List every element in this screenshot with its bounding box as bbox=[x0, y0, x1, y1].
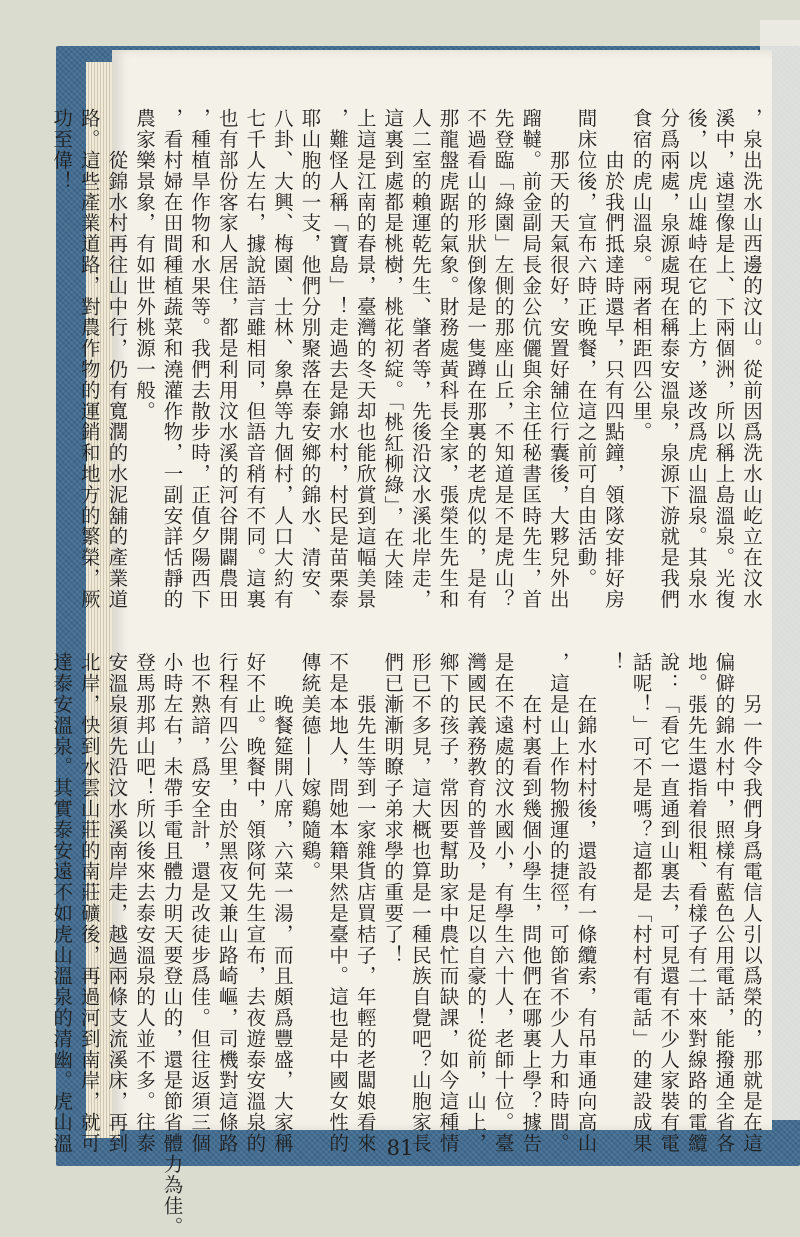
lower-text-block: 另一件令我們身爲電信人引以爲榮的，那就是在這 偏僻的錦水村中，照樣有藍色公用電話，能撥通全省各 地。張先生還指着很粗、看樣子有二十來對線路的電纜 說：「看它一直通到山裏去，可見還有不少人家裝有電 話呢！」可不是嗎？這都是「村村有電話」的建設成果 ！ 在錦水村村後，還設有一條纜索，有吊車通向高山 ，這是山上作物搬運的捷徑，可節省不少人力和時間。 在村裏看到幾個小學生，問他們在哪裏上學？據告 是在不遠處的汶水國小，有學生六十人，老師十位。臺 灣國民義務教育的普及，是足以自豪的！從前，山上， 鄉下的孩子，常因要幫助家中農忙而缺課，如今這種情 形已不多見，這大概也算是一種民族自覺吧？山胞家長 們已漸漸明瞭子弟求學的重要了！ 張先生等到一家雜貨店買桔子，年輕的老闆娘看來 不是本地人，問她本籍果然是臺中。這也是中國女性的 傳統美德——嫁鷄隨鷄。 晚餐筵開八席，六菜一湯，而且頗爲豐盛，大家稱 好不止。晚餐中，領隊何先生宣布，去夜遊泰安溫泉的 行程有四公里，由於黑夜又兼山路崎嶇，司機對這條路 也不熟諳，爲安全計，還是改徒步爲佳。但往返須三個 小時左右，未帶手電且體力明天要登山的，還是節省體力為佳。 登馬那邦山吧！所以後來去泰安溫泉的人並不多。往泰 安溫泉須先沿汶水溪南岸走，越過兩條支流溪床，再到 北岸，快到水雲山莊的南莊礦後，再過河到南岸，就可 達泰安溫泉。其實泰安遠不如虎山溫泉的清幽。虎山溫 bbox=[50, 652, 763, 1237]
page-number: 81 bbox=[386, 1136, 414, 1160]
upper-text-block: ，泉出洗水山西邊的汶山。從前因爲洗水山屹立在汶水 溪中，遠望像是上、下兩個洲，所以稱上島溫泉。光復 後，以虎山雄峙在它的上方，遂改爲虎山溫泉。其泉水 分爲兩處，泉源處現在稱泰安溫泉，泉源下游就是我們 食宿的虎山溫泉。兩者相距四公里。 由於我們抵達時還早，只有四點鐘，領隊安排好房 間床位後，宣布六時正晚餐，在這之前可自由活動。 那天的天氣很好，安置好舖位行囊後，大夥兒外出 蹓韃。前金副局長金公伉儷與余主任秘書匡時先生，首 先登臨「綠園」左側的那座山丘，不知道是不是虎山？ 不過看山的形狀倒像是一隻蹲在那裏的老虎似的，是有 那龍盤虎踞的氣象。財務處黃科長全家，張榮生先生和 人二室的賴運乾先生、肇者等，先後沿汶水溪北岸走， 這裏到處都是桃樹，桃花初綻。「桃紅柳綠」，在大陸 上這是江南的春景，臺灣的冬天却也能欣賞到這幅美景 ，難怪人稱「寶島」！走過去是錦水村，村民是苗栗泰 耶山胞的一支，他們分別聚落在泰安鄉的錦水、清安、 八卦、大興、梅園、士林、象鼻等九個村，人口大約有 七千人左右，據說語言雖相同，但語音稍有不同。這裏 也有部份客家人居住，都是利用汶水溪的河谷開闢農田 ，種植旱作物和水果等。我們去散步時，正值夕陽西下 ，看村婦在田間種植蔬菜和澆灌作物，一副安詳恬靜的 農家樂景象，有如世外桃源一般。 從錦水村再往山中行，仍有寬濶的水泥舖的產業道 路。這些產業道路，對農作物的運銷和地方的繁榮，厥 功至偉！ bbox=[50, 108, 763, 610]
